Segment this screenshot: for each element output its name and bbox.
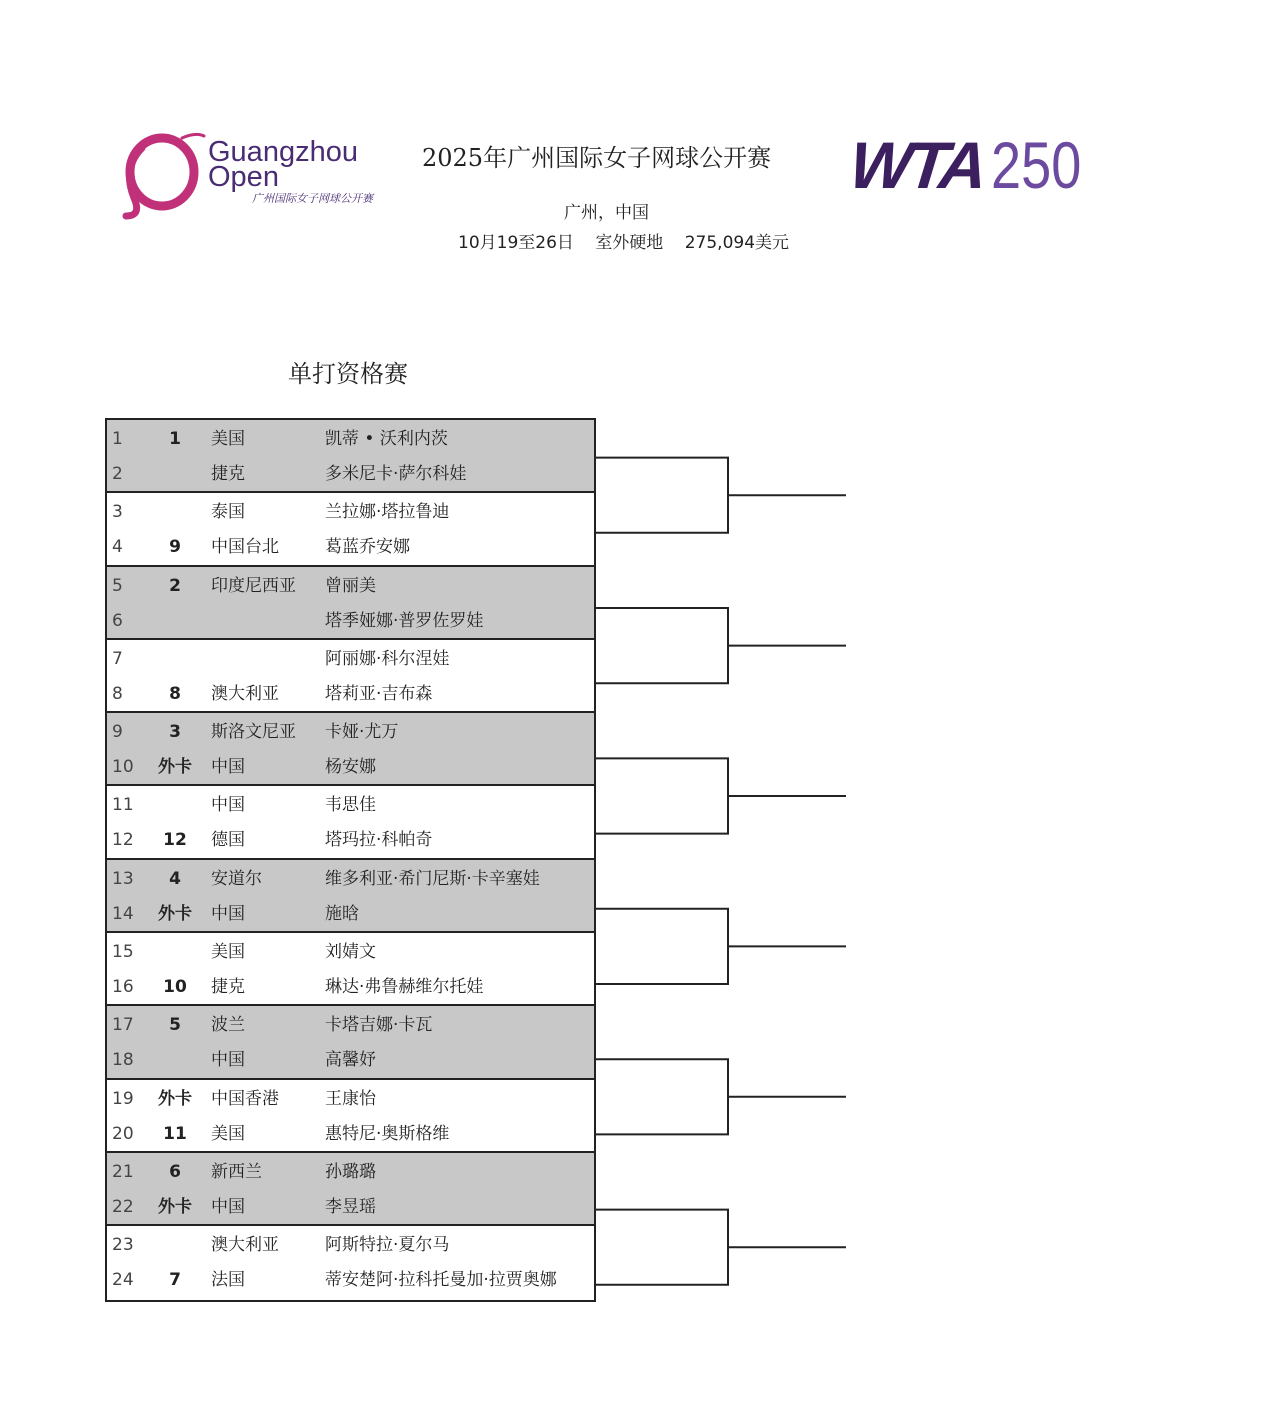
draw-position: 4 — [112, 537, 123, 558]
draw-seed: 1 — [169, 429, 181, 449]
bracket-connector — [594, 758, 846, 833]
draw-player-name: 卡娅·尤万 — [325, 722, 399, 743]
bracket-line — [594, 1059, 846, 1134]
draw-position: 3 — [112, 502, 123, 523]
draw-country: 新西兰 — [211, 1161, 262, 1182]
bracket-line — [594, 758, 846, 833]
draw-player-name: 阿丽娜·科尔涅娃 — [325, 648, 450, 669]
draw-seed: 外卡 — [158, 1196, 192, 1217]
draw-country: 泰国 — [211, 502, 245, 523]
bracket-connector — [594, 1059, 846, 1134]
draw-seed: 6 — [169, 1161, 181, 1182]
draw-player-name: 葛蓝乔安娜 — [325, 537, 410, 558]
draw-position: 5 — [112, 575, 123, 596]
draw-player-name: 塔季娅娜·普罗佐罗娃 — [325, 610, 484, 631]
draw-position: 17 — [112, 1015, 134, 1036]
draw-player-name: 琳达·弗鲁赫维尔托娃 — [325, 977, 484, 998]
draw-position: 15 — [112, 942, 134, 963]
draw-seed: 9 — [169, 537, 181, 558]
bracket-connector — [594, 458, 846, 533]
draw-country: 美国 — [211, 1123, 245, 1144]
draw-seed: 外卡 — [158, 757, 192, 778]
draw-seed: 4 — [169, 868, 181, 889]
draw-seed: 5 — [169, 1015, 181, 1036]
draw-position: 6 — [112, 610, 123, 631]
draw-player-name: 惠特尼·奥斯格维 — [325, 1123, 450, 1144]
draw-position: 10 — [112, 757, 134, 778]
draw-player-name: 兰拉娜·塔拉鲁迪 — [325, 502, 450, 523]
draw-country: 波兰 — [211, 1015, 245, 1036]
draw-player-name: 刘婧文 — [325, 942, 376, 963]
logo-subtitle: 广州国际女子网球公开赛 — [252, 192, 373, 205]
draw-player-name: 孙璐璐 — [325, 1161, 376, 1182]
tournament-prize: 275,094美元 — [684, 233, 790, 253]
wta-logo-word: WTA — [846, 128, 988, 202]
draw-player-name: 施晗 — [325, 903, 359, 924]
draw-seed: 11 — [163, 1123, 187, 1144]
draw-country: 中国 — [211, 1196, 245, 1217]
bracket-connector — [594, 608, 846, 683]
draw-country: 美国 — [211, 429, 245, 449]
draw-country: 中国台北 — [211, 537, 279, 558]
draw-country: 澳大利亚 — [211, 683, 279, 704]
draw-player-name: 曾丽美 — [325, 575, 376, 596]
bracket-line — [594, 458, 846, 533]
draw-player-name: 塔玛拉·科帕奇 — [325, 830, 433, 851]
draw-position: 2 — [112, 464, 123, 484]
draw-position: 18 — [112, 1050, 134, 1071]
draw-seed: 3 — [169, 722, 181, 743]
section-title: 单打资格赛 — [288, 360, 408, 388]
bracket-connector — [594, 909, 846, 984]
draw-country: 中国香港 — [211, 1088, 279, 1109]
draw-position: 22 — [112, 1196, 134, 1217]
tournament-title: 2025年广州国际女子网球公开赛 — [422, 144, 772, 172]
draw-country: 澳大利亚 — [211, 1235, 279, 1256]
draw-player-name: 李昱瑶 — [325, 1196, 376, 1217]
draw-player-name: 阿斯特拉·夏尔马 — [325, 1235, 450, 1256]
draw-position: 16 — [112, 977, 134, 998]
draw-position: 19 — [112, 1088, 134, 1109]
draw-seed: 外卡 — [158, 903, 192, 924]
logo-text-guangzhou: Guangzhou — [208, 136, 358, 168]
draw-country: 安道尔 — [211, 868, 262, 889]
draw-seed: 12 — [163, 830, 187, 851]
draw-player-name: 卡塔吉娜·卡瓦 — [325, 1015, 433, 1036]
bracket-line — [594, 909, 846, 984]
wta-logo-level: 250 — [991, 128, 1082, 202]
draw-player-name: 凯蒂 • 沃利内茨 — [325, 429, 448, 449]
draw-country: 中国 — [211, 795, 245, 816]
draw-country: 捷克 — [211, 464, 245, 484]
tournament-city: 广州，中国 — [564, 203, 649, 223]
draw-position: 8 — [112, 683, 123, 704]
tournament-dates: 10月19至26日 — [458, 233, 574, 253]
draw-seed: 7 — [169, 1270, 181, 1291]
bracket-line — [594, 608, 846, 683]
draw-seed: 2 — [169, 575, 181, 596]
draw-seed: 10 — [163, 977, 187, 998]
draw-position: 11 — [112, 795, 134, 816]
logo-text-open: Open — [208, 161, 279, 193]
tournament-surface: 室外硬地 — [595, 233, 664, 253]
draw-country: 斯洛文尼亚 — [211, 722, 296, 743]
draw-player-name: 王康怡 — [325, 1088, 376, 1109]
draw-country: 中国 — [211, 903, 245, 924]
draw-player-name: 维多利亚·希门尼斯·卡辛塞娃 — [325, 868, 540, 889]
draw-position: 9 — [112, 722, 123, 743]
draw-country: 美国 — [211, 942, 245, 963]
draw-position: 24 — [112, 1270, 134, 1291]
draw-country: 中国 — [211, 757, 245, 778]
draw-position: 7 — [112, 648, 123, 669]
draw-country: 德国 — [211, 830, 245, 851]
draw-player-name: 蒂安楚阿·拉科托曼加·拉贾奥娜 — [325, 1270, 557, 1291]
draw-player-name: 杨安娜 — [325, 757, 376, 778]
draw-country: 捷克 — [211, 977, 245, 998]
draw-country: 法国 — [211, 1270, 245, 1291]
draw-position: 14 — [112, 903, 134, 924]
draw-seed: 8 — [169, 683, 181, 704]
draw-player-name: 多米尼卡·萨尔科娃 — [325, 464, 467, 484]
draw-seed: 外卡 — [158, 1088, 192, 1109]
draw-country: 中国 — [211, 1050, 245, 1071]
draw-player-name: 韦思佳 — [325, 795, 376, 816]
draw-position: 20 — [112, 1123, 134, 1144]
draw-player-name: 塔莉亚·吉布森 — [325, 683, 433, 704]
draw-position: 21 — [112, 1161, 134, 1182]
draw-position: 1 — [112, 429, 123, 449]
draw-position: 12 — [112, 830, 134, 851]
bracket-line — [594, 1210, 846, 1285]
draw-player-name: 高馨妤 — [325, 1050, 376, 1071]
bracket-connector — [594, 1210, 846, 1285]
draw-country: 印度尼西亚 — [211, 575, 296, 596]
draw-position: 13 — [112, 868, 134, 889]
draw-position: 23 — [112, 1235, 134, 1256]
